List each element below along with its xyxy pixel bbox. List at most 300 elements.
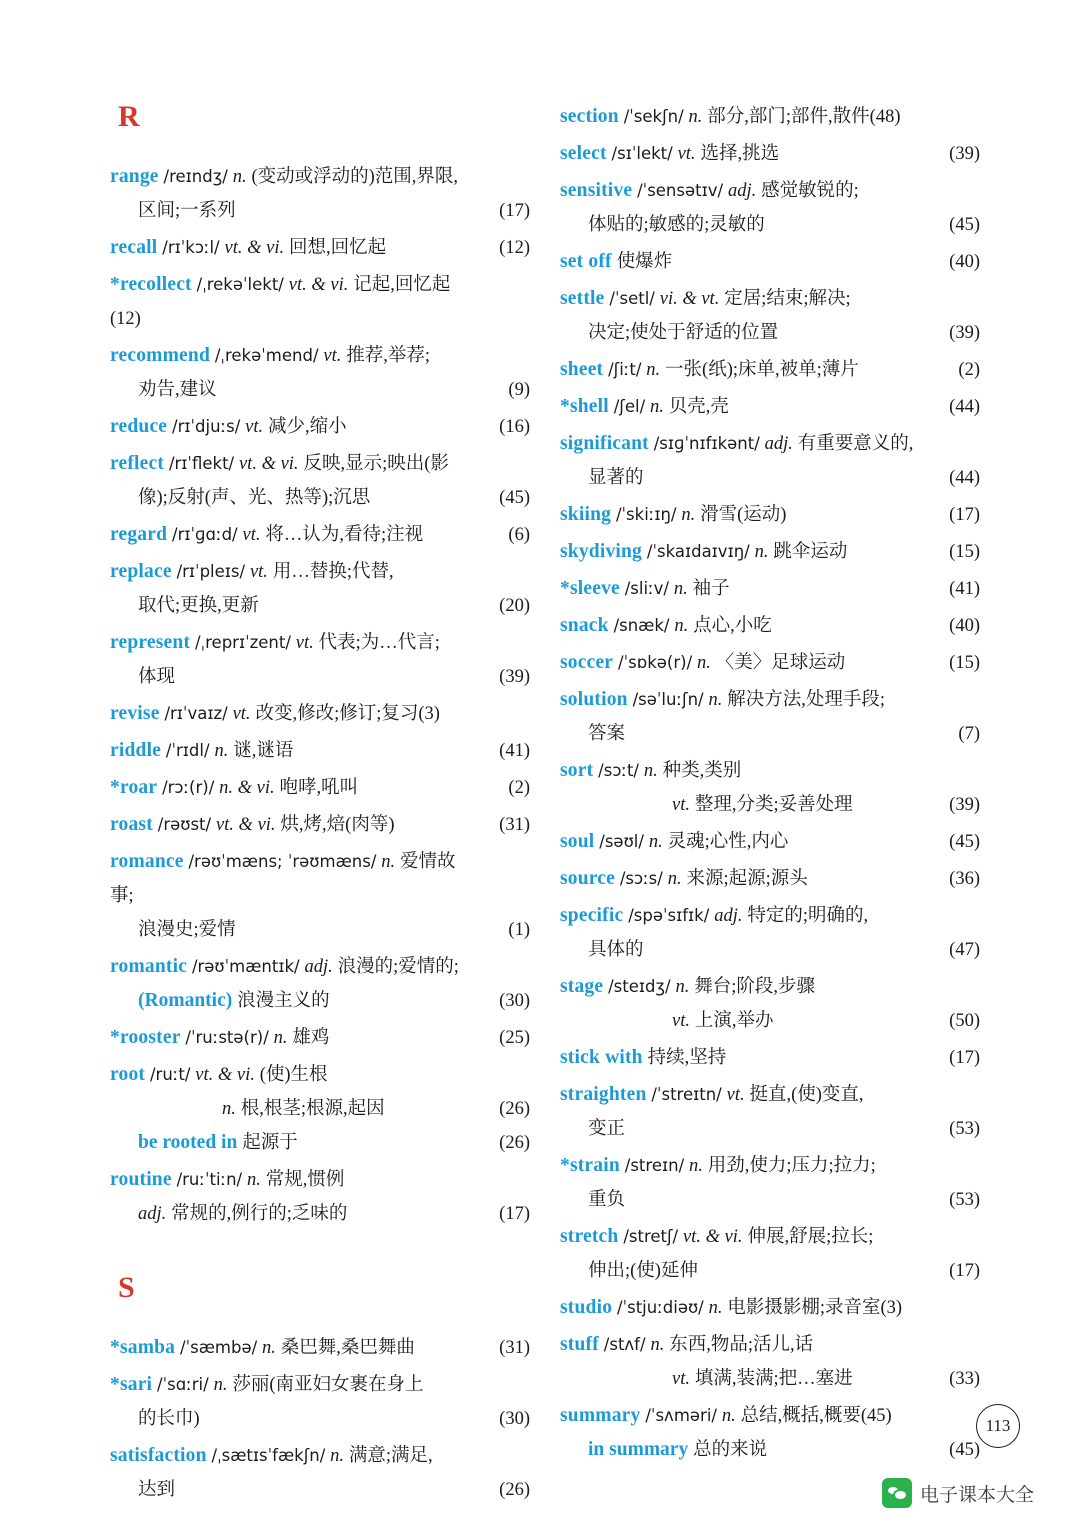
part-of-speech: n. [643,761,658,781]
entry-line [560,1004,980,1038]
definition-text: 常规的,例行的;乏味的 [171,1204,348,1224]
part-of-speech: n. [232,167,247,187]
definition-text: 满意;满足, [348,1446,433,1466]
definition-text: 填满,装满;把…塞进 [694,1369,853,1389]
entry-line [110,626,530,660]
headword[interactable]: reduce [110,416,168,437]
entry-line [110,1402,530,1436]
definition-text: 有重要意义的, [797,434,914,454]
definition-text: 决定;使处于舒适的位置 [588,323,779,343]
column-left [110,100,530,1510]
part-of-speech: vt. [242,525,261,545]
dictionary-entry [560,970,980,1038]
definition-text: 桑巴舞,桑巴舞曲 [280,1338,415,1358]
definition-text: 推荐,举荐; [346,346,430,366]
definition-text: 反映,显示;映出(影 [303,454,449,474]
entry-line [560,788,980,822]
entry-line [110,555,530,589]
entry-line [560,683,980,717]
definition-text: 减少,缩小 [268,417,347,437]
headword[interactable]: source [560,868,615,889]
headword[interactable]: settle [560,288,605,309]
entry-line [560,208,980,242]
dictionary-entry [110,771,530,805]
definition-text: 浪漫的;爱情的; [337,957,459,977]
pronunciation: /sɔːs/ [619,869,663,888]
definition-text: 回想,回忆起 [288,238,387,258]
wechat-icon [882,1478,912,1508]
dictionary-entry [110,1439,530,1507]
dictionary-entry [110,1058,530,1160]
part-of-speech: n. [708,690,723,710]
page-reference: (44) [949,468,980,488]
dictionary-entry [560,1041,980,1075]
entry-line [560,717,980,751]
pronunciation: /rɪˈflekt/ [168,454,235,473]
definition-text: 取代;更换,更新 [138,596,259,616]
definition-text: 挺直,(使)变直, [749,1085,864,1105]
page-reference: (33) [949,1369,980,1389]
entry-line [560,245,980,279]
definition-text: 用劲,使力;压力;拉力; [707,1156,876,1176]
part-of-speech: vt. & vi. [288,275,349,295]
dictionary-entry [110,555,530,623]
pronunciation: /ˌrekəˈmend/ [214,346,319,365]
entry-line [110,268,530,336]
page-reference: (6) [508,525,530,545]
definition-text: 一张(纸);床单,被单;薄片 [665,360,859,380]
definition-text: 区间;一系列 [138,201,236,221]
dictionary-entry [560,646,980,680]
page-reference: (45) [949,215,980,235]
headword[interactable]: select [560,143,607,164]
headword[interactable]: soccer [560,652,614,673]
part-of-speech: n. [689,1156,703,1176]
dictionary-entry [560,825,980,859]
headword[interactable]: sort [560,760,594,781]
entry-line [560,899,980,933]
part-of-speech: n. [650,397,664,417]
definition-text: 浪漫史;爱情 [138,920,236,940]
entry-line [560,609,980,643]
headword[interactable]: stretch [560,1226,619,1247]
dictionary-entry [560,137,980,171]
headword[interactable]: routine [110,1169,172,1190]
page-reference: (25) [499,1028,530,1048]
pronunciation: /ˈskiːɪŋ/ [615,505,677,524]
headword[interactable]: soul [560,831,595,852]
entry-line [110,1368,530,1402]
part-of-speech: vt. [245,417,264,437]
entry-line [110,1058,530,1092]
pronunciation: /sliːv/ [624,579,669,598]
dictionary-entry [110,160,530,228]
dictionary-entry [560,1328,980,1396]
headword[interactable]: solution [560,689,628,710]
dictionary-entry [560,572,980,606]
definition-text: 总结,概括,概要(45) [740,1406,892,1426]
headword[interactable]: summary [560,1405,641,1426]
headword[interactable]: sheet [560,359,604,380]
page-reference: (1) [508,920,530,940]
pronunciation: /ˈrɪdl/ [165,741,210,760]
definition-text: 爱情故事; [110,852,456,906]
headword[interactable]: snack [560,615,609,636]
headword[interactable]: riddle [110,740,162,761]
part-of-speech: n. [681,505,696,525]
section-letter-r: R [118,100,141,133]
definition-text: 答案 [588,724,626,744]
definition-text: 灵魂;心性,内心 [667,832,789,852]
headword[interactable]: represent [110,632,191,653]
dictionary-entry [560,1078,980,1146]
dictionary-entry [110,231,530,265]
entry-list-r [110,160,530,1231]
definition-text: 具体的 [588,940,644,960]
entry-line [110,194,530,228]
part-of-speech: n. [754,542,769,562]
entry-line [560,754,980,788]
phrase-entry[interactable]: in summary [588,1439,689,1460]
page-reference: (7) [958,724,980,744]
pronunciation: /rəʊˈmæns; ˈrəʊmæns/ [188,852,377,871]
pronunciation: /rɪˈkɔːl/ [162,238,220,257]
dictionary-entry [560,390,980,424]
pronunciation: /sɔːt/ [598,761,639,780]
headword[interactable]: straighten [560,1084,647,1105]
entry-line [560,498,980,532]
part-of-speech: n. [650,1335,665,1355]
entry-line [110,518,530,552]
definition-text: 体现 [138,667,176,687]
dictionary-entry [110,410,530,444]
pronunciation: /rɪˈɡɑːd/ [172,525,238,544]
dictionary-entry [110,734,530,768]
entry-line [560,1220,980,1254]
entry-line [110,913,530,947]
entry-line [110,734,530,768]
page-reference: (47) [949,940,980,960]
entry-line [560,1112,980,1146]
entry-line [560,461,980,495]
part-of-speech: n. [675,977,690,997]
page-reference: (39) [949,323,980,343]
definition-text: 雄鸡 [292,1028,330,1048]
dictionary-entry [560,1220,980,1288]
pronunciation: /ˈstjuːdiəʊ/ [617,1298,704,1317]
entry-line [110,697,530,731]
part-of-speech: n. [648,832,663,852]
pronunciation: /reɪndʒ/ [163,167,228,186]
part-of-speech: n. [646,360,661,380]
page-reference: (20) [499,596,530,616]
entry-line [110,808,530,842]
entry-line [560,862,980,896]
page-reference: (39) [949,795,980,815]
headword[interactable]: satisfaction [110,1445,207,1466]
definition-text: 种类,类别 [662,761,742,781]
definition-text: 上演,举办 [694,1011,774,1031]
dictionary-entry [560,1399,980,1467]
entry-line [560,970,980,1004]
headword[interactable]: root [110,1064,146,1085]
part-of-speech: vt. [672,1011,690,1031]
dictionary-entry [110,339,530,407]
headword[interactable]: regard [110,524,168,545]
part-of-speech: n. [708,1298,723,1318]
entry-line [110,231,530,265]
page-reference: (26) [499,1480,530,1500]
part-of-speech: n. [273,1028,288,1048]
headword[interactable]: range [110,166,159,187]
part-of-speech: vt. & vi. [215,815,276,835]
part-of-speech: n. [214,741,229,761]
entry-line [110,1126,530,1160]
headword[interactable]: replace [110,561,172,582]
pronunciation: /steɪdʒ/ [608,977,671,996]
pronunciation: /ˈskaɪdaɪvɪŋ/ [646,542,750,561]
headword[interactable]: stick with [560,1047,643,1068]
definition-text: 起源于 [242,1133,298,1153]
headword[interactable]: reflect [110,453,165,474]
pronunciation: /ˈsekʃn/ [623,107,684,126]
entry-line [560,572,980,606]
dictionary-entry [560,100,980,134]
phrase-entry[interactable]: (Romantic) [138,990,233,1011]
part-of-speech: n. [688,107,703,127]
page-reference: (31) [499,1338,530,1358]
headword[interactable]: recall [110,237,158,258]
entry-line [560,1433,980,1467]
definition-text: 达到 [138,1480,176,1500]
page-reference: (40) [949,252,980,272]
headword[interactable]: recommend [110,345,210,366]
entry-line [560,1254,980,1288]
pronunciation: /ˈsɒkə(r)/ [618,653,693,672]
headword[interactable]: *shell [560,396,609,417]
part-of-speech: vt. [295,633,314,653]
entry-line [110,1163,530,1197]
definition-text: 显著的 [588,468,644,488]
phrase-entry[interactable]: be rooted in [138,1132,238,1153]
definition-text: 重负 [588,1190,626,1210]
definition-text: 定居;结束;解决; [724,289,851,309]
dictionary-entry [560,498,980,532]
definition-text: 舞台;阶段,步骤 [694,977,815,997]
dictionary-entry [110,1163,530,1231]
definition-text: 持续,坚持 [647,1048,727,1068]
entry-line [110,373,530,407]
part-of-speech: vi. & vt. [659,289,720,309]
headword[interactable]: studio [560,1297,613,1318]
page-reference: (53) [949,1190,980,1210]
dictionary-entry [560,282,980,350]
headword[interactable]: *strain [560,1155,620,1176]
page-reference: (26) [499,1099,530,1119]
entry-line [110,660,530,694]
definition-text: 点心,小吃 [693,616,772,636]
dictionary-entry [110,268,530,336]
headword[interactable]: significant [560,433,649,454]
part-of-speech: vt. & vi. [224,238,285,258]
headword[interactable]: sensitive [560,180,633,201]
definition-text: 部分,部门;部件,散件(48) [707,107,901,127]
part-of-speech: adj. [714,906,743,926]
pronunciation: /ˌrekəˈlekt/ [196,275,284,294]
headword[interactable]: stage [560,976,604,997]
pronunciation: /ˈsensətɪv/ [637,181,724,200]
entry-line [110,1331,530,1365]
pronunciation: /ˈsʌməri/ [645,1406,717,1425]
pronunciation: /stretʃ/ [623,1227,679,1246]
entry-line [110,1021,530,1055]
part-of-speech: n. & vi. [219,778,275,798]
pronunciation: /ˌsætɪsˈfækʃn/ [211,1446,326,1465]
headword[interactable]: *roar [110,777,158,798]
definition-text: 整理,分类;妥善处理 [694,795,853,815]
entry-line [110,845,530,913]
dictionary-entry [110,697,530,731]
definition-text: 根,根茎;根源,起因 [240,1099,385,1119]
definition-text: 像);反射(声、光、热等);沉思 [138,488,371,508]
part-of-speech: n. [667,869,682,889]
headword[interactable]: *rooster [110,1027,181,1048]
page-reference: (16) [499,417,530,437]
entry-line [560,1149,980,1183]
entry-line [110,410,530,444]
dictionary-entry [110,950,530,1018]
pronunciation: /rɪˈdjuːs/ [172,417,241,436]
definition-text: (变动或浮动的)范围,界限, [251,167,459,187]
dictionary-entry [110,1331,530,1365]
pronunciation: /rɪˈvaɪz/ [164,704,228,723]
definition-text: 电影摄影棚;录音室(3) [727,1298,903,1318]
page-reference: (53) [949,1119,980,1139]
dictionary-entry [560,683,980,751]
part-of-speech: adj. [138,1204,167,1224]
headword[interactable]: *recollect [110,274,192,295]
pronunciation: /stʌf/ [603,1335,646,1354]
section-letter-s: S [118,1271,136,1304]
page-reference: (31) [499,815,530,835]
definition-text: 解决方法,处理手段; [727,690,885,710]
entry-line [110,950,530,984]
pronunciation: /ˈsɑːri/ [157,1375,209,1394]
page-reference: (40) [949,616,980,636]
entry-line [560,316,980,350]
page-reference: (45) [949,832,980,852]
pronunciation: /ˈsæmbə/ [180,1338,258,1357]
part-of-speech: adj. [304,957,333,977]
part-of-speech: n. [674,616,689,636]
definition-text: 感觉敏锐的; [761,181,859,201]
headword[interactable]: revise [110,703,160,724]
definition-text: (使)生根 [259,1065,328,1085]
pronunciation: /sɪˈlekt/ [611,144,673,163]
page-reference: (39) [499,667,530,687]
part-of-speech: n. [697,653,711,673]
part-of-speech: adj. [727,181,757,201]
entry-line [110,1473,530,1507]
page-reference: (30) [499,1409,530,1429]
definition-text: 滑雪(运动) [700,505,787,525]
watermark [882,1478,1034,1508]
definition-text: 伸展,舒展;拉长; [747,1227,874,1247]
pronunciation: /sɪɡˈnɪfɪkənt/ [653,434,760,453]
headword[interactable]: romantic [110,956,188,977]
entry-line [560,1291,980,1325]
part-of-speech: n. [262,1338,276,1358]
page-reference: (50) [949,1011,980,1031]
definition-text: 特定的;明确的, [747,906,869,926]
pronunciation: /səʊl/ [599,832,644,851]
headword[interactable]: *sleeve [560,578,620,599]
entry-line [560,1362,980,1396]
part-of-speech: adj. [764,434,793,454]
page-reference: (2) [508,778,530,798]
entry-line [560,1183,980,1217]
page-reference: (41) [949,579,980,599]
headword[interactable]: set off [560,251,612,272]
definition-text: 谜,谜语 [233,741,294,761]
part-of-speech: vt. [323,346,342,366]
headword[interactable]: stuff [560,1334,599,1355]
definition-text: 的长巾) [138,1409,200,1429]
pronunciation: /səˈluːʃn/ [632,690,704,709]
part-of-speech: n. [213,1375,228,1395]
headword[interactable]: section [560,106,619,127]
pronunciation: /ˈstreɪtn/ [651,1085,722,1104]
headword[interactable]: skiing [560,504,612,525]
headword[interactable]: skydiving [560,541,643,562]
entry-line [110,771,530,805]
entry-line [560,1328,980,1362]
part-of-speech: vt. & vi. [238,454,299,474]
headword[interactable]: roast [110,814,153,835]
headword[interactable]: *sari [110,1374,153,1395]
entry-line [560,390,980,424]
pronunciation: /ruːt/ [149,1065,191,1084]
dictionary-entry [560,899,980,967]
entry-line [110,1092,530,1126]
pronunciation: /snæk/ [613,616,670,635]
part-of-speech: n. [222,1099,236,1119]
headword[interactable]: romance [110,851,184,872]
part-of-speech: n. [381,852,396,872]
page-reference: (39) [949,144,980,164]
pronunciation: /streɪn/ [624,1156,685,1175]
entry-line [560,1041,980,1075]
dictionary-entry [110,518,530,552]
headword[interactable]: *samba [110,1337,176,1358]
page-reference: (12) [499,238,530,258]
dictionary-entry [110,1021,530,1055]
definition-text: 代表;为…代言; [318,633,440,653]
pronunciation: /ruːˈtiːn/ [176,1170,243,1189]
pronunciation: /ˈruːstə(r)/ [185,1028,269,1047]
page-reference: (41) [499,741,530,761]
definition-text: 伸出;(使)延伸 [588,1261,698,1281]
entry-line [560,646,980,680]
page-reference: (15) [949,653,980,673]
page-reference: (45) [499,488,530,508]
page-reference: (2) [958,360,980,380]
pronunciation: /rəʊˈmæntɪk/ [191,957,300,976]
part-of-speech: vt. & vi. [195,1065,255,1085]
column-right [560,100,980,1470]
dictionary-entry [560,535,980,569]
headword[interactable]: specific [560,905,624,926]
